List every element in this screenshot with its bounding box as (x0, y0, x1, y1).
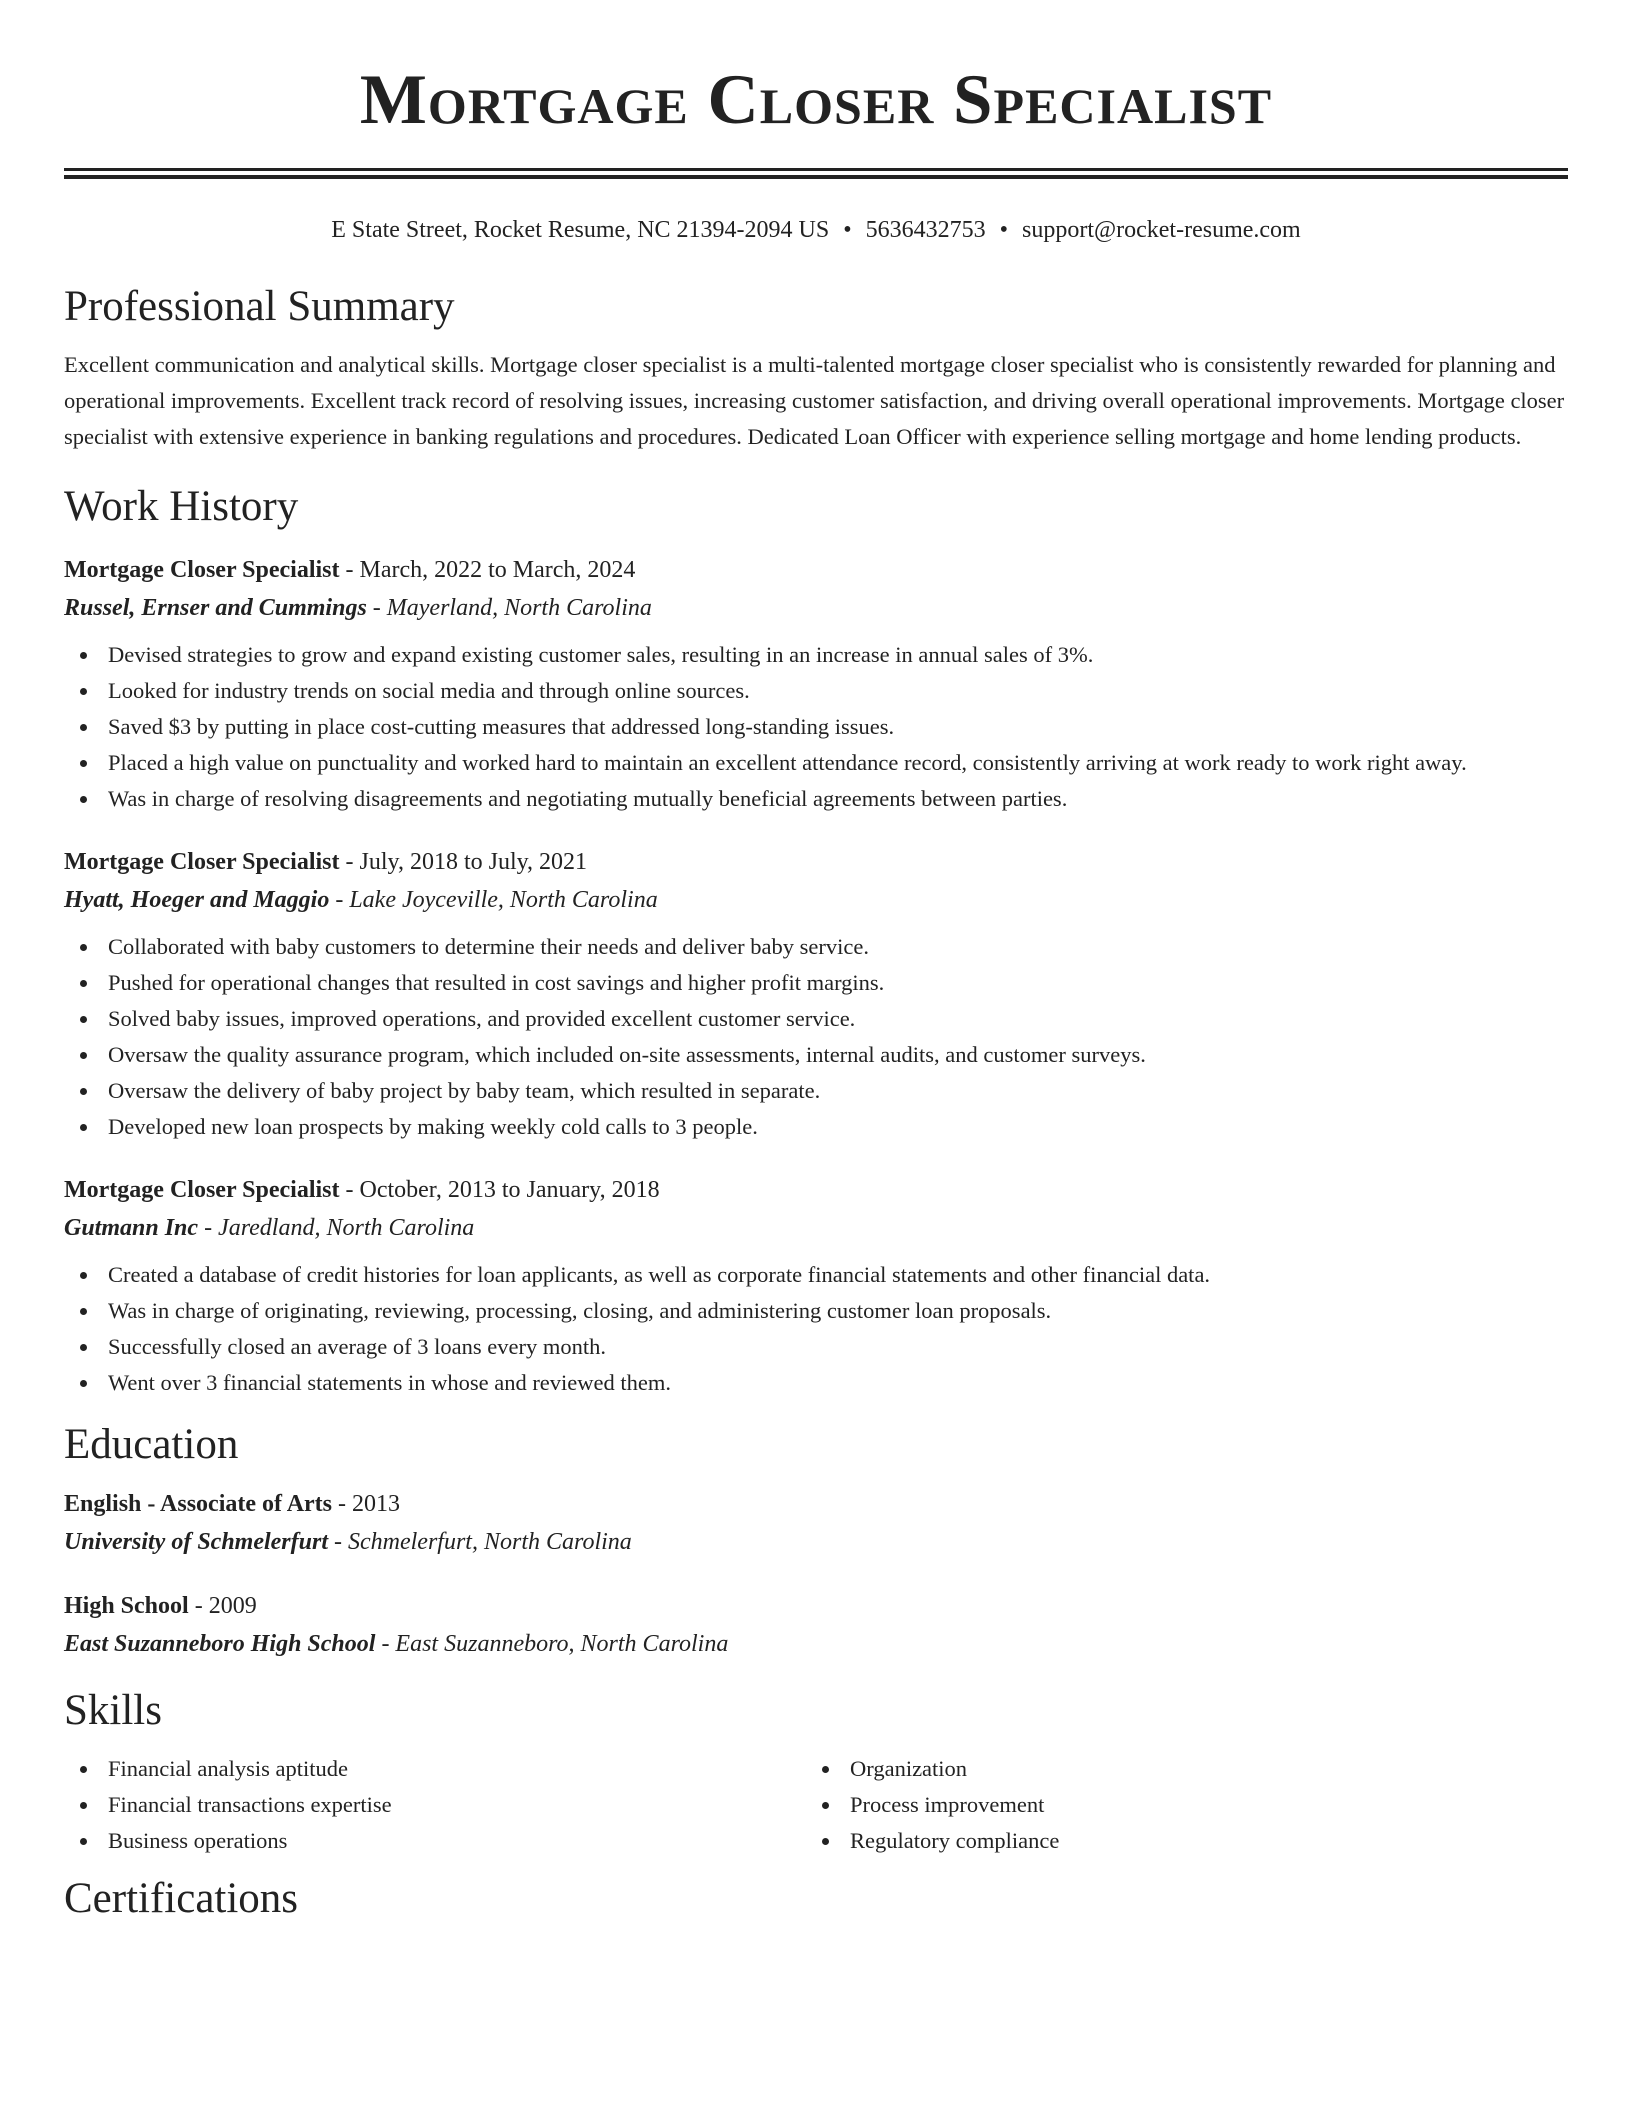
section-title-work-history: Work History (64, 483, 299, 530)
job-bullet: Was in charge of resolving disagreements and negotiating mutually beneficial agreements between parties. (64, 781, 1568, 817)
education-school: East Suzanneboro High School (64, 1631, 376, 1657)
job-bullet: Pushed for operational changes that resulted in cost savings and higher profit margins. (64, 965, 1568, 1001)
education-school: University of Schmelerfurt (64, 1529, 328, 1555)
skills-grid (64, 1751, 1568, 1859)
job-location: - Lake Joyceville, North Carolina (329, 887, 658, 913)
section-title-skills: Skills (64, 1687, 162, 1734)
job-bullets (64, 1257, 1568, 1401)
job-bullet: Looked for industry trends on social media and through online sources. (64, 673, 1568, 709)
resume-name: Mortgage Closer Specialist (359, 61, 1273, 139)
job-bullet: Developed new loan prospects by making weekly cold calls to 3 people. (64, 1109, 1568, 1145)
education-institution (64, 1625, 1568, 1663)
skills-column-right (806, 1751, 1548, 1859)
job-company: Hyatt, Hoeger and Maggio (64, 887, 330, 913)
job-location: - Jaredland, North Carolina (198, 1215, 475, 1241)
job-bullet: Oversaw the quality assurance program, which included on-site assessments, internal audits, and customer surveys. (64, 1037, 1568, 1073)
job-role: Mortgage Closer Specialist (64, 849, 340, 875)
job-bullet: Successfully closed an average of 3 loans every month. (64, 1329, 1568, 1365)
job-employer (64, 589, 1568, 627)
contact-email[interactable]: support@rocket-resume.com (1022, 217, 1301, 243)
skills-column-left (64, 1751, 806, 1859)
education-location: - East Suzanneboro, North Carolina (375, 1631, 729, 1657)
contact-separator: • (999, 217, 1009, 243)
job-bullet: Went over 3 financial statements in whose and reviewed them. (64, 1365, 1568, 1401)
job-heading (64, 551, 1568, 589)
job-heading (64, 843, 1568, 881)
skill-item: Business operations (64, 1823, 806, 1859)
job-bullets (64, 637, 1568, 817)
header-divider (64, 168, 1568, 179)
job-bullets (64, 929, 1568, 1145)
job-employer (64, 881, 1568, 919)
education-heading (64, 1485, 1568, 1523)
skill-item: Regulatory compliance (806, 1823, 1548, 1859)
education-degree: High School (64, 1593, 189, 1619)
skill-item: Financial analysis aptitude (64, 1751, 806, 1787)
job-location: - Mayerland, North Carolina (366, 595, 652, 621)
job-bullet: Collaborated with baby customers to determine their needs and deliver baby service. (64, 929, 1568, 965)
skill-item: Process improvement (806, 1787, 1548, 1823)
skill-item: Financial transactions expertise (64, 1787, 806, 1823)
section-title-summary: Professional Summary (64, 283, 455, 330)
job-bullet: Devised strategies to grow and expand existing customer sales, resulting in an increase in annual sales of 3%. (64, 637, 1568, 673)
job-bullet: Saved $3 by putting in place cost-cutting measures that addressed long-standing issues. (64, 709, 1568, 745)
contact-phone[interactable]: 5636432753 (865, 217, 986, 243)
job-bullet: Placed a high value on punctuality and worked hard to maintain an excellent attendance record, consistently arriving at work ready to work right away. (64, 745, 1568, 781)
job-dates: - July, 2018 to July, 2021 (339, 849, 588, 875)
job-bullet: Solved baby issues, improved operations, and provided excellent customer service. (64, 1001, 1568, 1037)
job-bullet: Created a database of credit histories for loan applicants, as well as corporate financial statements and other financial data. (64, 1257, 1568, 1293)
job-employer (64, 1209, 1568, 1247)
education-year: - 2013 (332, 1491, 401, 1517)
education-institution (64, 1523, 1568, 1561)
job-role: Mortgage Closer Specialist (64, 1177, 340, 1203)
contact-address: E State Street, Rocket Resume, NC 21394-2094 US (331, 217, 830, 243)
job-entry (64, 551, 1568, 817)
job-heading (64, 1171, 1568, 1209)
education-heading (64, 1587, 1568, 1625)
job-company: Gutmann Inc (64, 1215, 199, 1241)
skill-item: Organization (806, 1751, 1548, 1787)
contact-line (64, 213, 1568, 247)
education-entry (64, 1485, 1568, 1561)
job-entry (64, 1171, 1568, 1401)
section-title-education: Education (64, 1421, 239, 1468)
job-dates: - October, 2013 to January, 2018 (339, 1177, 660, 1203)
job-role: Mortgage Closer Specialist (64, 557, 340, 583)
contact-separator: • (843, 217, 852, 243)
section-title-certifications: Certifications (64, 1875, 299, 1922)
job-entry (64, 843, 1568, 1145)
education-year: - 2009 (188, 1593, 257, 1619)
education-degree: English - Associate of Arts (64, 1491, 333, 1517)
job-dates: - March, 2022 to March, 2024 (339, 557, 636, 583)
job-bullet: Was in charge of originating, reviewing, processing, closing, and administering customer loan proposals. (64, 1293, 1568, 1329)
job-company: Russel, Ernser and Cummings (64, 595, 367, 621)
summary-text: Excellent communication and analytical skills. Mortgage closer specialist is a multi-talented mortgage closer specialist who is consistently rewarded for planning and operational improvements. Excellent track record of resolving issues, increasing customer satisfaction, and driving overall operational improvements. Mortgage closer specialist with extensive experience in banking regulations and procedures. Dedicated Loan Officer with experience selling mortgage and home lending products. (64, 352, 1565, 449)
education-location: - Schmelerfurt, North Carolina (328, 1529, 632, 1555)
job-bullet: Oversaw the delivery of baby project by baby team, which resulted in separate. (64, 1073, 1568, 1109)
education-entry (64, 1587, 1568, 1663)
